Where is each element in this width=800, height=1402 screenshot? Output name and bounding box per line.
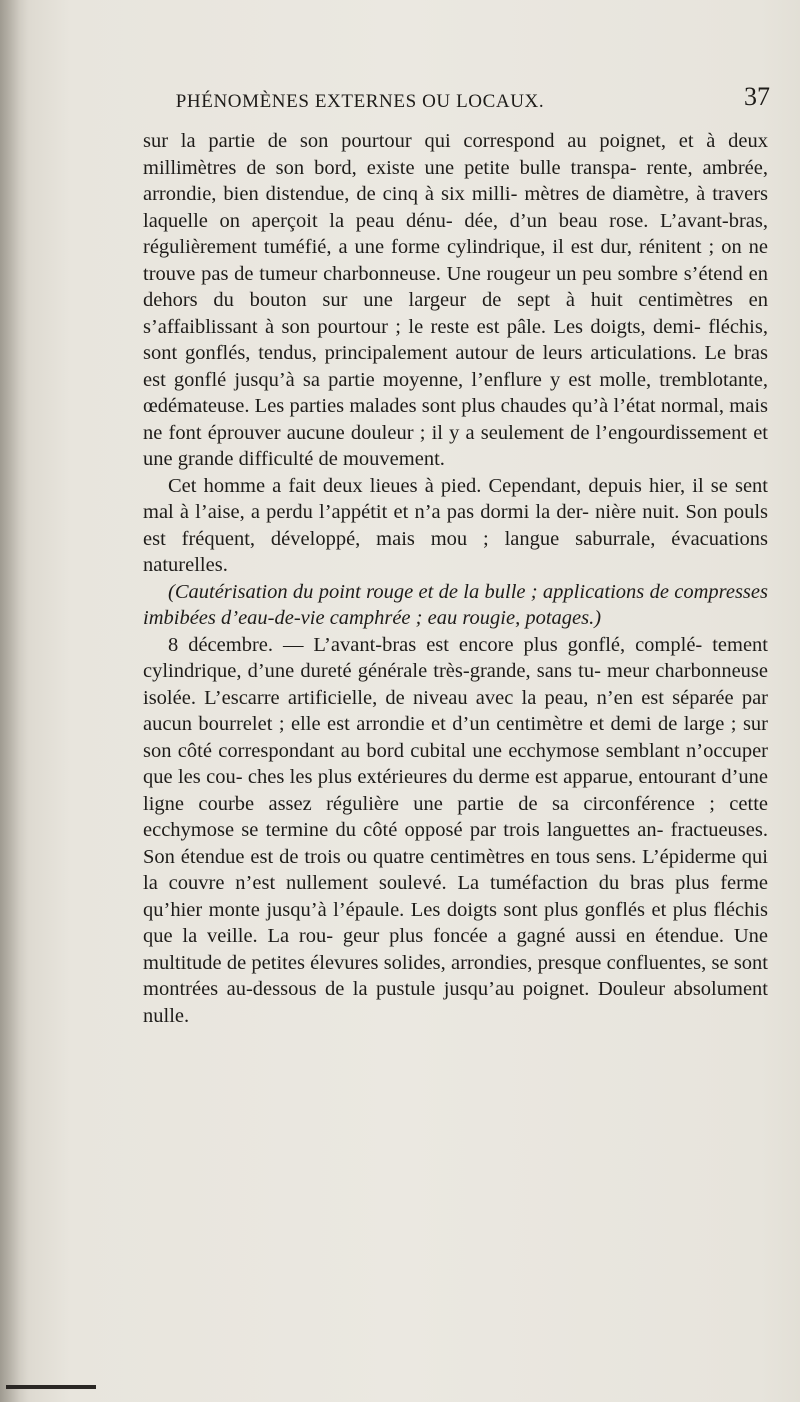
edge-mark xyxy=(6,1385,96,1389)
body-text xyxy=(143,128,768,1029)
paragraph-continuation: sur la partie de son pourtour qui correspond au poignet, et à deux millimètres de son bord, existe une petite bulle transpa- rente, ambrée, arrondie, bien distendue, de cinq à six milli- mètres de diamètre, à travers laquelle on aperçoit la peau dénu- dée, d’un beau rose. L’avant-bras, régulièrement tuméfié, a une forme cylindrique, il est dur, rénitent ; on ne trouve pas de tumeur charbonneuse. Une rougeur un peu sombre s’étend en dehors du bouton sur une largeur de sept à huit centimètres en s’affaiblissant à son pourtour ; le reste est pâle. Les doigts, demi- fléchis, sont gonflés, tendus, principalement autour de leurs articulations. Le bras est gonflé jusqu’à sa partie moyenne, l’enflure y est molle, tremblotante, œdémateuse. Les parties malades sont plus chaudes qu’à l’état normal, mais ne font éprouver aucune douleur ; il y a seulement de l’engourdissement et une grande difficulté de mouvement. xyxy=(143,130,768,470)
running-title: PHÉNOMÈNES EXTERNES OU LOCAUX. xyxy=(175,91,545,112)
paragraph-treatment: (Cautérisation du point rouge et de la bulle ; applications de compresses imbibées d’eau-de-vie camphrée ; eau rougie, potages.) xyxy=(143,580,768,629)
page-number: 37 xyxy=(744,82,770,111)
paragraph-patient-state: Cet homme a fait deux lieues à pied. Cependant, depuis hier, il se sent mal à l’aise, a perdu l’appétit et n’a pas dormi la der- nière nuit. Son pouls est fréquent, développé, mais mou ; langue saburrale, évacuations naturelles. xyxy=(143,474,768,576)
paragraph-december-8: 8 décembre. — L’avant-bras est encore plus gonflé, complé- tement cylindrique, d’une dureté générale très-grande, sans tu- meur charbonneuse isolée. L’escarre artificielle, de niveau avec la peau, n’en est séparée par aucun bourrelet ; elle est arrondie et d’un centimètre et demi de large ; sur son côté correspondant au bord cubital une ecchymose semblant n’occuper que les cou- ches les plus extérieures du derme est apparue, entourant d’une ligne courbe assez régulière une partie de sa circonférence ; cette ecchymose se termine du côté opposé par trois languettes an- fractueuses. Son étendue est de trois ou quatre centimètres en tous sens. L’épiderme qui la couvre n’est nullement soulevé. La tuméfaction du bras plus ferme qu’hier monte jusqu’à l’épaule. Les doigts sont plus gonflés et plus fléchis que la veille. La rou- geur plus foncée a gagné aussi en étendue. Une multitude de petites élevures solides, arrondies, presque confluentes, se sont montrées au-dessous de la pustule jusqu’au poignet. Douleur absolument nulle. xyxy=(143,633,768,1027)
binding-shadow xyxy=(0,0,28,1402)
page-header xyxy=(130,82,770,130)
